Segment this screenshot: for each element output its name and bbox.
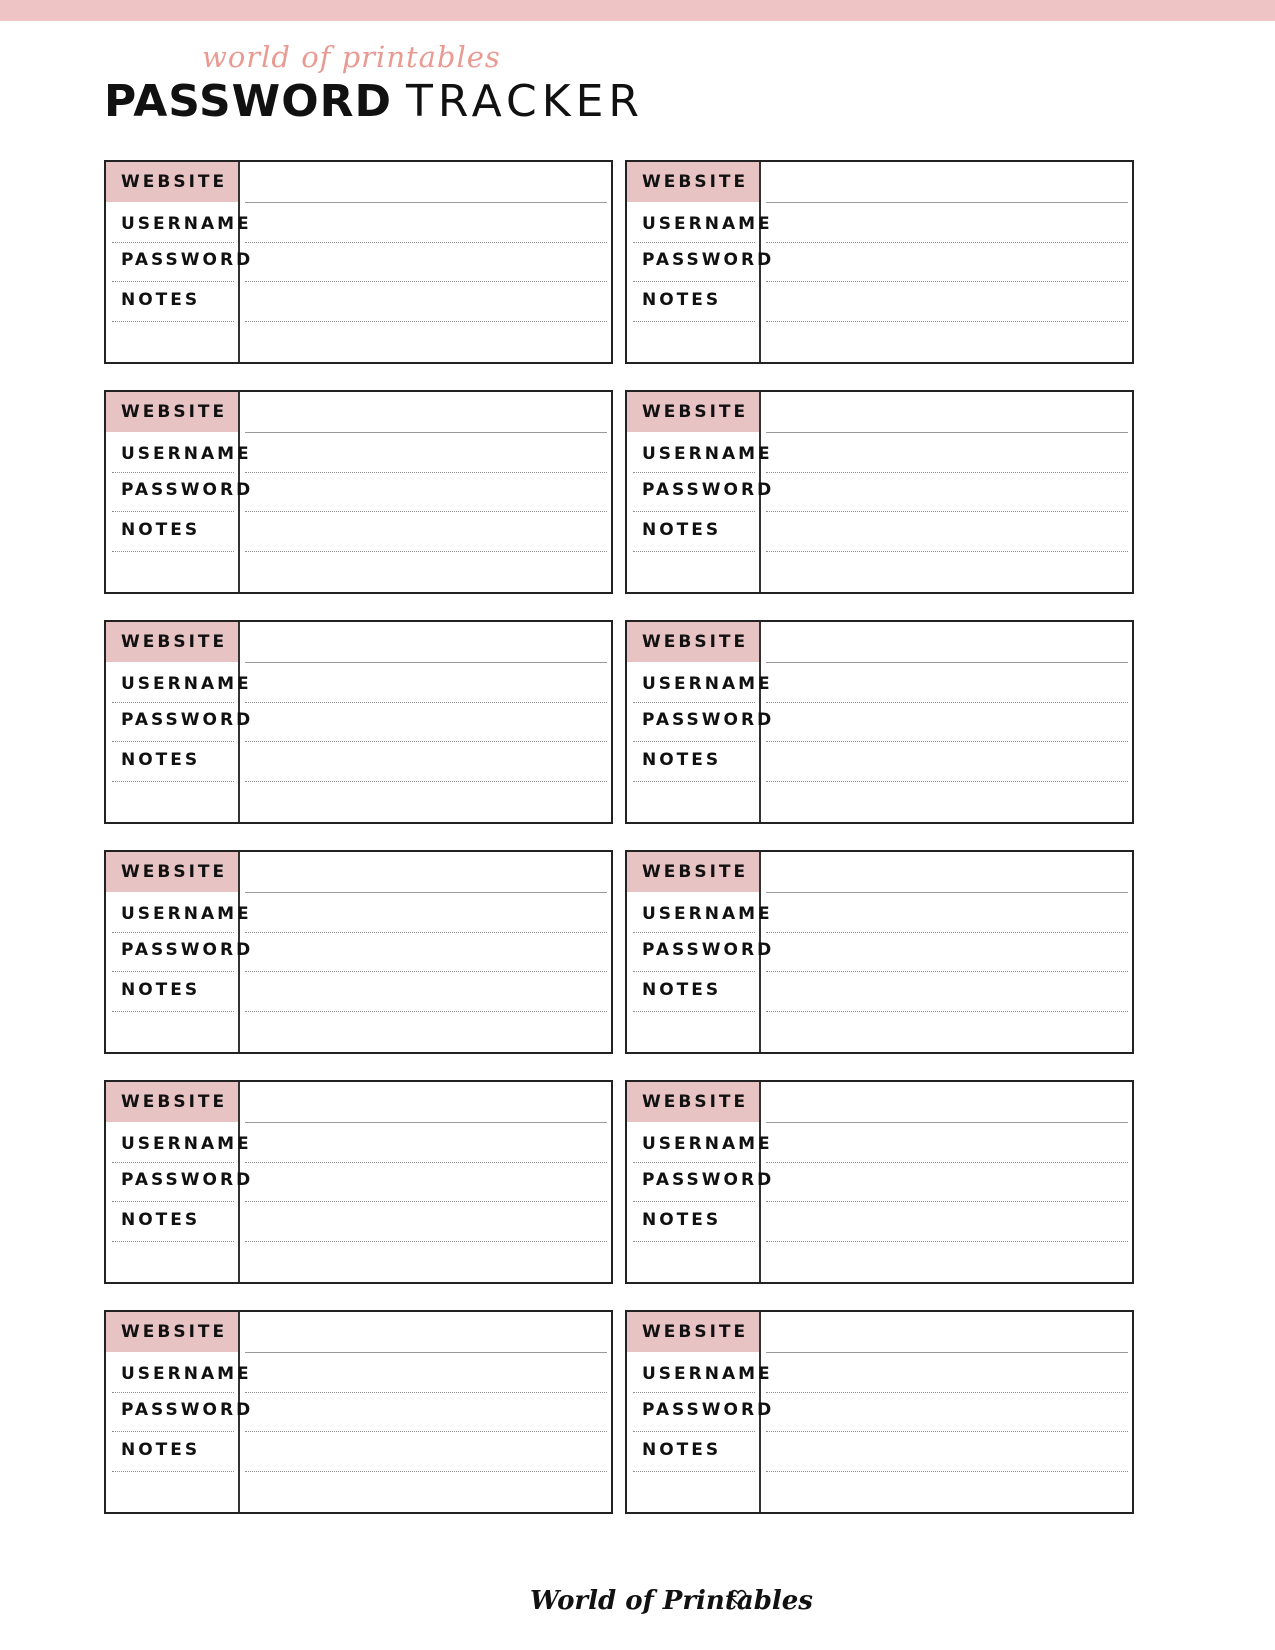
password-label: PASSWORD: [121, 480, 254, 500]
username-write-line[interactable]: [245, 1162, 607, 1163]
notes-write-line[interactable]: [245, 1241, 607, 1242]
password-label: PASSWORD: [121, 1400, 254, 1420]
password-write-line[interactable]: [766, 1201, 1128, 1202]
password-write-line[interactable]: [766, 741, 1128, 742]
dotted-divider: [633, 741, 755, 742]
dotted-divider: [112, 702, 234, 703]
website-label: WEBSITE: [121, 1092, 228, 1112]
label-column: [106, 1082, 254, 1282]
label-column: [627, 622, 775, 822]
dotted-divider: [633, 971, 755, 972]
website-label: WEBSITE: [121, 1322, 228, 1342]
notes-label: NOTES: [121, 980, 201, 1000]
website-write-line[interactable]: [245, 892, 607, 893]
password-label: PASSWORD: [642, 480, 775, 500]
password-card: [625, 160, 1134, 364]
website-label-cell: [106, 162, 238, 202]
footer-brand-logo: World of Printables: [530, 1586, 813, 1616]
username-write-line[interactable]: [245, 472, 607, 473]
password-label: PASSWORD: [121, 940, 254, 960]
password-label: PASSWORD: [642, 1400, 775, 1420]
username-label: USERNAME: [121, 444, 252, 464]
password-write-line[interactable]: [245, 281, 607, 282]
password-write-line[interactable]: [245, 741, 607, 742]
password-label: PASSWORD: [642, 250, 775, 270]
dotted-divider: [633, 321, 755, 322]
label-column: [627, 162, 775, 362]
website-write-line[interactable]: [245, 432, 607, 433]
username-label: USERNAME: [642, 1134, 773, 1154]
dotted-divider: [633, 1471, 755, 1472]
dotted-divider: [112, 242, 234, 243]
username-label: USERNAME: [121, 214, 252, 234]
notes-write-line[interactable]: [766, 1011, 1128, 1012]
website-label-cell: [106, 1082, 238, 1122]
dotted-divider: [633, 242, 755, 243]
website-label: WEBSITE: [642, 632, 749, 652]
website-label: WEBSITE: [642, 1092, 749, 1112]
website-label: WEBSITE: [121, 172, 228, 192]
password-card: [104, 850, 613, 1054]
dotted-divider: [112, 1011, 234, 1012]
dotted-divider: [112, 1431, 234, 1432]
dotted-divider: [633, 1241, 755, 1242]
website-label: WEBSITE: [642, 862, 749, 882]
website-label-cell: [627, 852, 759, 892]
dotted-divider: [112, 1241, 234, 1242]
notes-write-line[interactable]: [766, 781, 1128, 782]
website-write-line[interactable]: [766, 202, 1128, 203]
website-write-line[interactable]: [245, 1352, 607, 1353]
dotted-divider: [112, 1162, 234, 1163]
website-write-line[interactable]: [766, 1122, 1128, 1123]
password-write-line[interactable]: [245, 1201, 607, 1202]
username-write-line[interactable]: [766, 702, 1128, 703]
notes-label: NOTES: [642, 750, 722, 770]
notes-write-line[interactable]: [766, 1471, 1128, 1472]
password-label: PASSWORD: [642, 1170, 775, 1190]
heart-icon: [728, 1588, 748, 1606]
password-write-line[interactable]: [766, 1431, 1128, 1432]
password-card: [104, 160, 613, 364]
label-column: [627, 1082, 775, 1282]
username-write-line[interactable]: [245, 702, 607, 703]
password-card: [625, 390, 1134, 594]
label-column: [106, 392, 254, 592]
website-write-line[interactable]: [766, 892, 1128, 893]
dotted-divider: [112, 551, 234, 552]
label-column: [106, 852, 254, 1052]
notes-write-line[interactable]: [245, 321, 607, 322]
website-label-cell: [106, 392, 238, 432]
username-label: USERNAME: [121, 674, 252, 694]
website-label: WEBSITE: [642, 1322, 749, 1342]
website-write-line[interactable]: [766, 1352, 1128, 1353]
dotted-divider: [112, 741, 234, 742]
label-column: [106, 1312, 254, 1512]
title-light: TRACKER: [406, 76, 644, 127]
notes-label: NOTES: [642, 980, 722, 1000]
password-write-line[interactable]: [766, 281, 1128, 282]
website-write-line[interactable]: [245, 202, 607, 203]
dotted-divider: [633, 1392, 755, 1393]
password-write-line[interactable]: [766, 971, 1128, 972]
password-label: PASSWORD: [121, 710, 254, 730]
dotted-divider: [633, 702, 755, 703]
password-card: [625, 620, 1134, 824]
website-write-line[interactable]: [766, 662, 1128, 663]
username-label: USERNAME: [642, 904, 773, 924]
password-label: PASSWORD: [121, 1170, 254, 1190]
notes-write-line[interactable]: [766, 321, 1128, 322]
website-label-cell: [106, 1312, 238, 1352]
password-card: [625, 1080, 1134, 1284]
website-label: WEBSITE: [642, 172, 749, 192]
username-write-line[interactable]: [766, 472, 1128, 473]
password-card: [104, 1080, 613, 1284]
username-label: USERNAME: [121, 904, 252, 924]
password-label: PASSWORD: [642, 710, 775, 730]
title-bold: PASSWORD: [104, 76, 393, 127]
website-write-line[interactable]: [245, 1122, 607, 1123]
notes-label: NOTES: [121, 750, 201, 770]
notes-label: NOTES: [642, 290, 722, 310]
dotted-divider: [112, 1201, 234, 1202]
dotted-divider: [112, 1471, 234, 1472]
notes-label: NOTES: [642, 1440, 722, 1460]
website-label-cell: [627, 392, 759, 432]
username-label: USERNAME: [121, 1364, 252, 1384]
website-label-cell: [627, 622, 759, 662]
website-label: WEBSITE: [121, 862, 228, 882]
password-label: PASSWORD: [642, 940, 775, 960]
notes-write-line[interactable]: [245, 781, 607, 782]
dotted-divider: [112, 971, 234, 972]
notes-label: NOTES: [642, 1210, 722, 1230]
dotted-divider: [112, 511, 234, 512]
dotted-divider: [112, 932, 234, 933]
password-card: [104, 620, 613, 824]
label-column: [106, 622, 254, 822]
password-card: [625, 1310, 1134, 1514]
username-write-line[interactable]: [766, 1162, 1128, 1163]
notes-write-line[interactable]: [245, 1471, 607, 1472]
dotted-divider: [633, 781, 755, 782]
dotted-divider: [633, 472, 755, 473]
website-write-line[interactable]: [245, 662, 607, 663]
website-label-cell: [627, 1312, 759, 1352]
dotted-divider: [633, 1201, 755, 1202]
password-write-line[interactable]: [245, 1431, 607, 1432]
password-card: [625, 850, 1134, 1054]
password-write-line[interactable]: [766, 511, 1128, 512]
username-label: USERNAME: [642, 1364, 773, 1384]
password-write-line[interactable]: [245, 971, 607, 972]
notes-label: NOTES: [121, 290, 201, 310]
notes-label: NOTES: [121, 1210, 201, 1230]
notes-write-line[interactable]: [766, 1241, 1128, 1242]
website-label-cell: [106, 852, 238, 892]
dotted-divider: [633, 511, 755, 512]
brand-script-logo: world of printables: [202, 40, 501, 74]
password-write-line[interactable]: [245, 511, 607, 512]
website-label: WEBSITE: [121, 632, 228, 652]
label-column: [627, 1312, 775, 1512]
notes-label: NOTES: [121, 1440, 201, 1460]
website-label: WEBSITE: [121, 402, 228, 422]
username-write-line[interactable]: [245, 932, 607, 933]
username-label: USERNAME: [121, 1134, 252, 1154]
password-card: [104, 390, 613, 594]
dotted-divider: [633, 1162, 755, 1163]
dotted-divider: [633, 1011, 755, 1012]
dotted-divider: [633, 1431, 755, 1432]
label-column: [627, 392, 775, 592]
username-label: USERNAME: [642, 214, 773, 234]
dotted-divider: [112, 781, 234, 782]
dotted-divider: [112, 321, 234, 322]
username-label: USERNAME: [642, 444, 773, 464]
dotted-divider: [112, 281, 234, 282]
username-write-line[interactable]: [766, 242, 1128, 243]
password-card: [104, 1310, 613, 1514]
label-column: [106, 162, 254, 362]
website-label: WEBSITE: [642, 402, 749, 422]
website-write-line[interactable]: [766, 432, 1128, 433]
dotted-divider: [633, 932, 755, 933]
dotted-divider: [633, 281, 755, 282]
label-column: [627, 852, 775, 1052]
notes-label: NOTES: [121, 520, 201, 540]
website-label-cell: [627, 1082, 759, 1122]
username-write-line[interactable]: [766, 1392, 1128, 1393]
username-write-line[interactable]: [245, 1392, 607, 1393]
notes-write-line[interactable]: [245, 1011, 607, 1012]
notes-write-line[interactable]: [766, 551, 1128, 552]
website-label-cell: [106, 622, 238, 662]
dotted-divider: [633, 551, 755, 552]
username-label: USERNAME: [642, 674, 773, 694]
username-write-line[interactable]: [766, 932, 1128, 933]
dotted-divider: [112, 1392, 234, 1393]
notes-label: NOTES: [642, 520, 722, 540]
website-label-cell: [627, 162, 759, 202]
notes-write-line[interactable]: [245, 551, 607, 552]
dotted-divider: [112, 472, 234, 473]
username-write-line[interactable]: [245, 242, 607, 243]
password-label: PASSWORD: [121, 250, 254, 270]
